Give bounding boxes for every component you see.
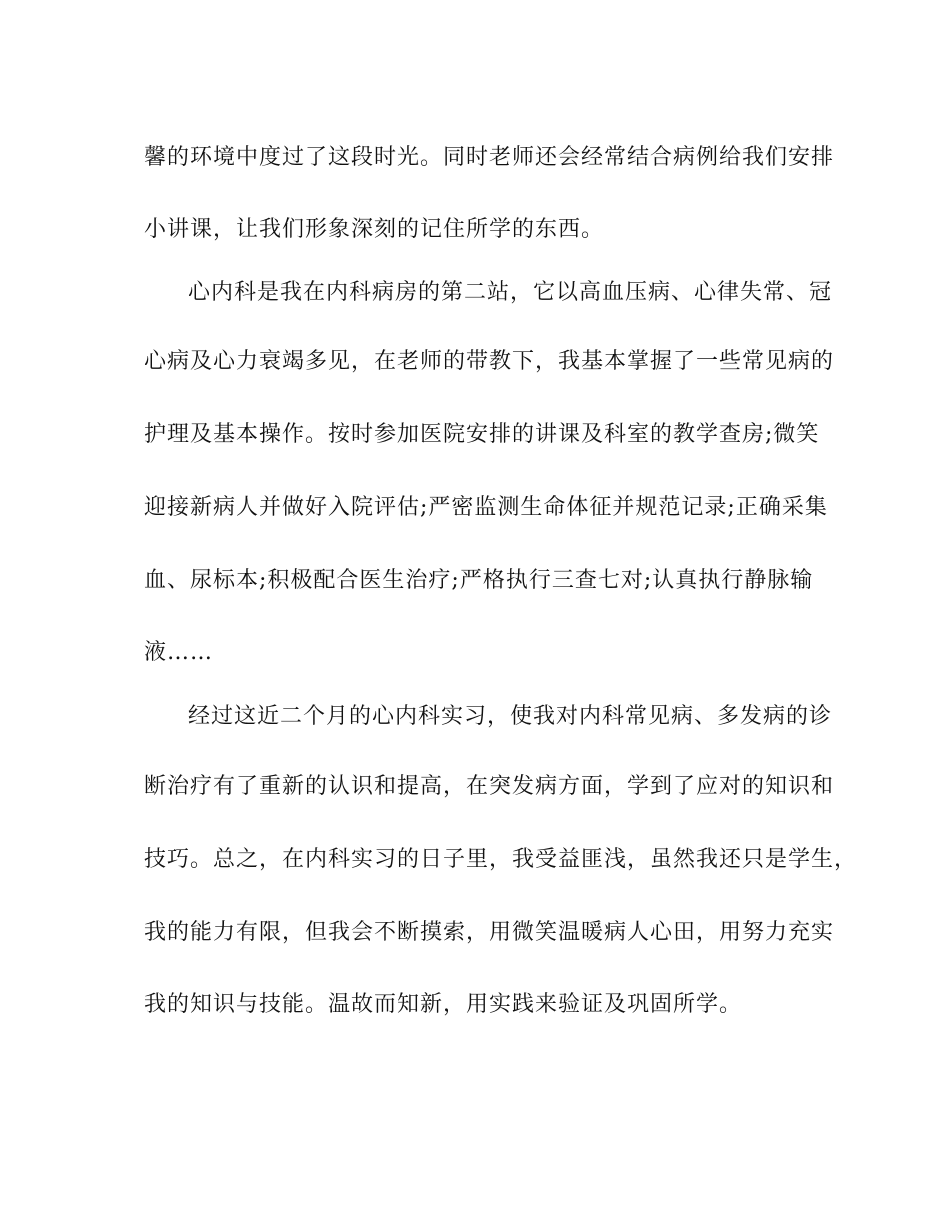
text-line: 心病及心力衰竭多见，在老师的带教下，我基本掌握了一些常见病的 [144,349,835,374]
text-line: 护理及基本操作。按时参加医院安排的讲课及科室的教学查房;微笑 [144,422,820,447]
text-line: 断治疗有了重新的认识和提高，在突发病方面，学到了应对的知识和 [144,774,835,799]
text-line: 液…… [144,640,214,665]
paragraph-first-line: 经过这近二个月的心内科实习，使我对内科常见病、多发病的诊 [188,704,833,729]
text-line: 我的能力有限，但我会不断摸索，用微笑温暖病人心田，用努力充实 [144,920,835,945]
text-line: 小讲课，让我们形象深刻的记住所学的东西。 [144,217,605,242]
text-line: 迎接新病人并做好入院评估;严密监测生命体征并规范记录;正确采集 [144,495,828,520]
paragraph-first-line: 心内科是我在内科病房的第二站，它以高血压病、心律失常、冠 [188,280,833,305]
text-line: 馨的环境中度过了这段时光。同时老师还会经常结合病例给我们安排 [144,145,835,170]
text-line: 技巧。总之，在内科实习的日子里，我受益匪浅，虽然我还只是学生， [144,847,858,872]
text-line: 血、尿标本;积极配合医生治疗;严格执行三查七对;认真执行静脉输 [144,568,814,593]
text-line: 我的知识与技能。温故而知新，用实践来验证及巩固所学。 [144,992,743,1017]
